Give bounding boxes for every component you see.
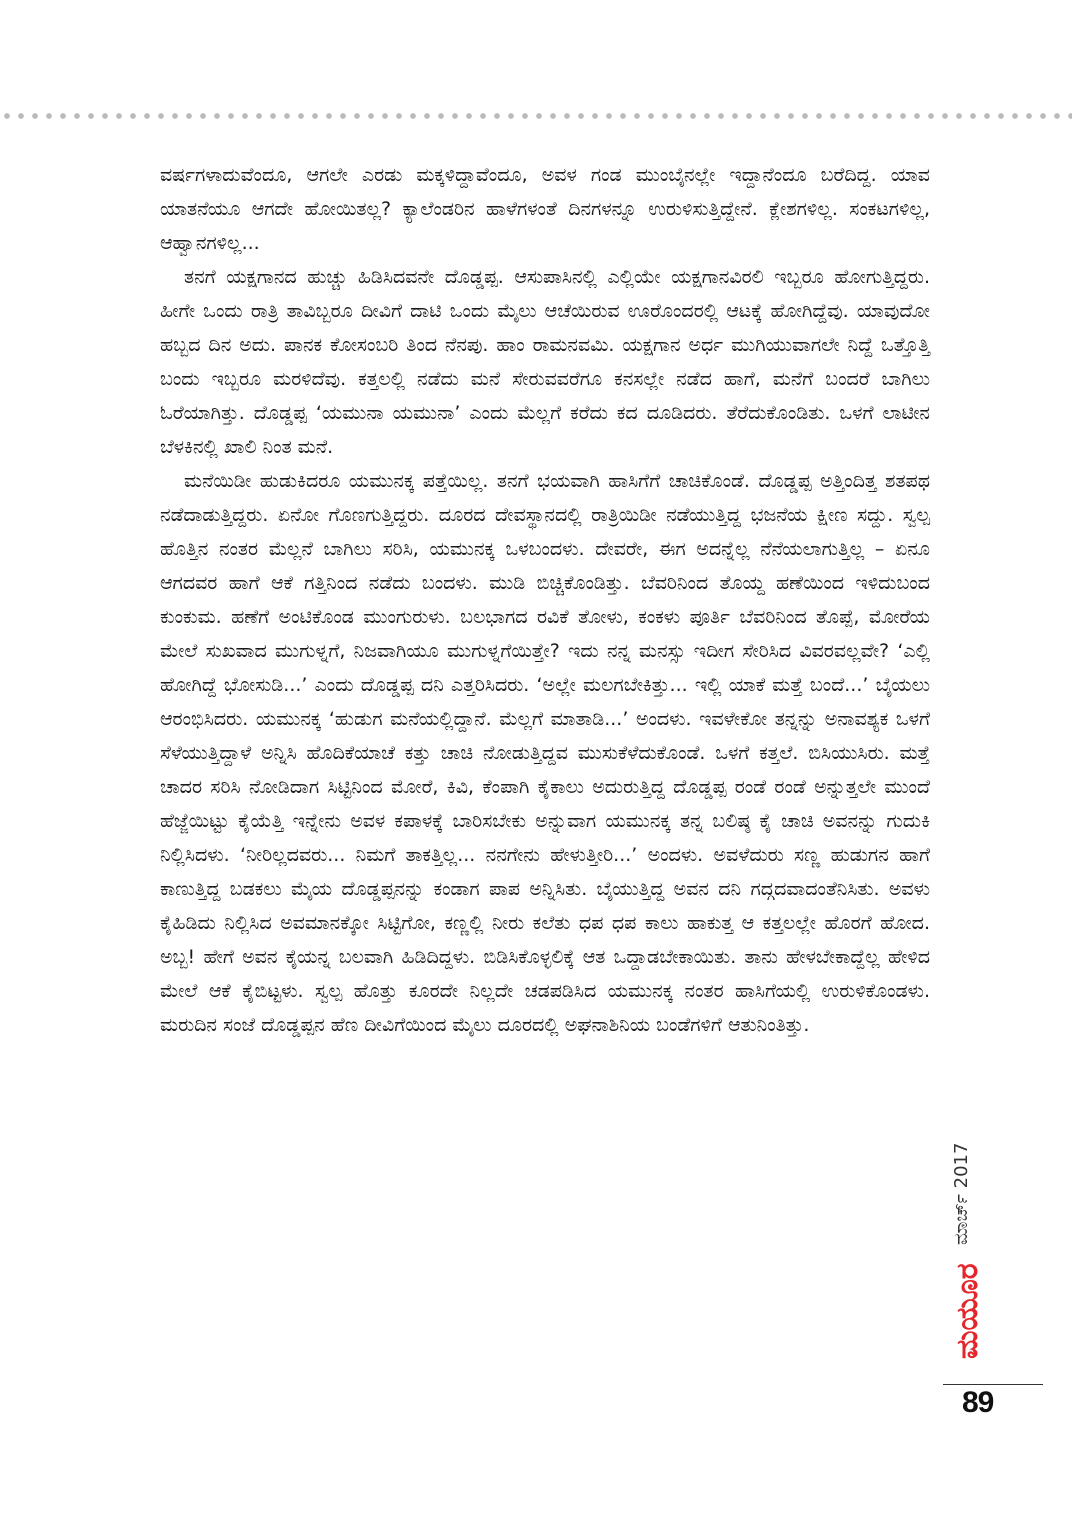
magazine-logo: ಮಯೂರ — [950, 1263, 985, 1359]
page-sidebar — [948, 1095, 988, 1375]
dotted-header-divider — [0, 112, 1072, 120]
page-number: 89 — [962, 1386, 994, 1419]
article-body — [160, 158, 930, 1042]
article-paragraph: ಮನೆಯಿಡೀ ಹುಡುಕಿದರೂ ಯಮುನಕ್ಕ ಪತ್ತೆಯಿಲ್ಲ. ತನಗೆ ಭಯವಾಗಿ ಹಾಸಿಗೆಗೆ ಚಾಚಿಕೊಂಡೆ. ದೊಡ್ಡಪ್ಪ ಅತ್ತಿಂದಿತ್ತ ಶತಪಥ ನಡೆದಾಡುತ್ತಿದ್ದರು. ಏನೋ ಗೊಣಗುತ್ತಿದ್ದರು. ದೂರದ ದೇವಸ್ಥಾನದಲ್ಲಿ ರಾತ್ರಿಯಿಡೀ ನಡೆಯುತ್ತಿದ್ದ ಭಜನೆಯ ಕ್ಷೀಣ ಸದ್ದು. ಸ್ವಲ್ಪ ಹೊತ್ತಿನ ನಂತರ ಮೆಲ್ಲನೆ ಬಾಗಿಲು ಸರಿಸಿ, ಯಮುನಕ್ಕ ಒಳಬಂದಳು. ದೇವರೇ, ಈಗ ಅದನ್ನೆಲ್ಲ ನೆನೆಯಲಾಗುತ್ತಿಲ್ಲ – ಏನೂ ಆಗದವರ ಹಾಗೆ ಆಕೆ ಗತ್ತಿನಿಂದ ನಡೆದು ಬಂದಳು. ಮುಡಿ ಬಿಚ್ಚಿಕೊಂಡಿತ್ತು. ಬೆವರಿನಿಂದ ತೊಯ್ದ ಹಣೆಯಿಂದ ಇಳಿದುಬಂದ ಕುಂಕುಮ. ಹಣೆಗೆ ಅಂಟಿಕೊಂಡ ಮುಂಗುರುಳು. ಬಲಭಾಗದ ರವಿಕೆ ತೋಳು, ಕಂಕಳು ಪೂರ್ತಿ ಬೆವರಿನಿಂದ ತೊಪ್ಪೆ, ಮೋರೆಯ ಮೇಲೆ ಸುಖವಾದ ಮುಗುಳ್ನಗೆ, ನಿಜವಾಗಿಯೂ ಮುಗುಳ್ನಗೆಯಿತ್ತೇ? ಇದು ನನ್ನ ಮನಸ್ಸು ಇದೀಗ ಸೇರಿಸಿದ ವಿವರವಲ್ಲವೇ? ‘ಎಲ್ಲಿ ಹೋಗಿದ್ದೆ ಭೋಸುಡಿ...’ ಎಂದು ದೊಡ್ಡಪ್ಪ ದನಿ ಎತ್ತರಿಸಿದರು. ‘ಅಲ್ಲೇ ಮಲಗಬೇಕಿತ್ತು... ಇಲ್ಲಿ ಯಾಕೆ ಮತ್ತೆ ಬಂದೆ...’ ಬೈಯಲು ಆರಂಭಿಸಿದರು. ಯಮುನಕ್ಕ ‘ಹುಡುಗ ಮನೆಯಲ್ಲಿದ್ದಾನೆ. ಮೆಲ್ಲಗೆ ಮಾತಾಡಿ...’ ಅಂದಳು. ಇವಳೇಕೋ ತನ್ನನ್ನು ಅನಾವಶ್ಯಕ ಒಳಗೆ ಸೆಳೆಯುತ್ತಿದ್ದಾಳೆ ಅನ್ನಿಸಿ ಹೊದಿಕೆಯಾಚೆ ಕತ್ತು ಚಾಚಿ ನೋಡುತ್ತಿದ್ದವ ಮುಸುಕೆಳೆದುಕೊಂಡೆ. ಒಳಗೆ ಕತ್ತಲೆ. ಬಿಸಿಯುಸಿರು. ಮತ್ತೆ ಚಾದರ ಸರಿಸಿ ನೋಡಿದಾಗ ಸಿಟ್ಟಿನಿಂದ ಮೋರೆ, ಕಿವಿ, ಕೆಂಪಾಗಿ ಕೈಕಾಲು ಅದುರುತ್ತಿದ್ದ ದೊಡ್ಡಪ್ಪ ರಂಡೆ ರಂಡೆ ಅನ್ನುತ್ತಲೇ ಮುಂದೆ ಹೆಜ್ಜೆಯಿಟ್ಟು ಕೈಯೆತ್ತಿ ಇನ್ನೇನು ಅವಳ ಕಪಾಳಕ್ಕೆ ಬಾರಿಸಬೇಕು ಅನ್ನುವಾಗ ಯಮುನಕ್ಕ ತನ್ನ ಬಲಿಷ್ಠ ಕೈ ಚಾಚಿ ಅವನನ್ನು ಗುದುಕಿ ನಿಲ್ಲಿಸಿದಳು. ‘ನೀರಿಲ್ಲದವರು... ನಿಮಗೆ ತಾಕತ್ತಿಲ್ಲ... ನನಗೇನು ಹೇಳುತ್ತೀರಿ...’ ಅಂದಳು. ಅವಳೆದುರು ಸಣ್ಣ ಹುಡುಗನ ಹಾಗೆ ಕಾಣುತ್ತಿದ್ದ ಬಡಕಲು ಮೈಯ ದೊಡ್ಡಪ್ಪನನ್ನು ಕಂಡಾಗ ಪಾಪ ಅನ್ನಿಸಿತು. ಬೈಯುತ್ತಿದ್ದ ಅವನ ದನಿ ಗದ್ಗದವಾದಂತೆನಿಸಿತು. ಅವಳು ಕೈಹಿಡಿದು ನಿಲ್ಲಿಸಿದ ಅವಮಾನಕ್ಕೋ ಸಿಟ್ಟಿಗೋ, ಕಣ್ಣಲ್ಲಿ ನೀರು ಕಲೆತು ಧಪ ಧಪ ಕಾಲು ಹಾಕುತ್ತ ಆ ಕತ್ತಲಲ್ಲೇ ಹೊರಗೆ ಹೋದ. ಅಬ್ಬ! ಹೇಗೆ ಅವನ ಕೈಯನ್ನ ಬಲವಾಗಿ ಹಿಡಿದಿದ್ದಳು. ಬಿಡಿಸಿಕೊಳ್ಳಲಿಕ್ಕೆ ಆತ ಒದ್ದಾಡಬೇಕಾಯಿತು. ತಾನು ಹೇಳಬೇಕಾದ್ದೆಲ್ಲ ಹೇಳಿದ ಮೇಲೆ ಆಕೆ ಕೈಬಿಟ್ಟಳು. ಸ್ವಲ್ಪ ಹೊತ್ತು ಕೂರದೇ ನಿಲ್ಲದೇ ಚಡಪಡಿಸಿದ ಯಮುನಕ್ಕ ನಂತರ ಹಾಸಿಗೆಯಲ್ಲಿ ಉರುಳಿಕೊಂಡಳು. ಮರುದಿನ ಸಂಜೆ ದೊಡ್ಡಪ್ಪನ ಹೆಣ ದೀವಿಗೆಯಿಂದ ಮೈಲು ದೂರದಲ್ಲಿ ಅಘನಾಶಿನಿಯ ಬಂಡೆಗಳಿಗೆ ಆತುನಿಂತಿತ್ತು. — [160, 470, 930, 1036]
issue-date: ಮಾರ್ಚ್ 2017 — [951, 1142, 972, 1245]
footer-rule — [943, 1384, 1043, 1385]
article-paragraph: ತನಗೆ ಯಕ್ಷಗಾನದ ಹುಚ್ಚು ಹಿಡಿಸಿದವನೇ ದೊಡ್ಡಪ್ಪ. ಆಸುಪಾಸಿನಲ್ಲಿ ಎಲ್ಲಿಯೇ ಯಕ್ಷಗಾನವಿರಲಿ ಇಬ್ಬರೂ ಹೋಗುತ್ತಿದ್ದರು. ಹೀಗೇ ಒಂದು ರಾತ್ರಿ ತಾವಿಬ್ಬರೂ ದೀವಿಗೆ ದಾಟಿ ಒಂದು ಮೈಲು ಆಚೆಯಿರುವ ಊರೊಂದರಲ್ಲಿ ಆಟಕ್ಕೆ ಹೋಗಿದ್ದೆವು. ಯಾವುದೋ ಹಬ್ಬದ ದಿನ ಅದು. ಪಾನಕ ಕೋಸಂಬರಿ ತಿಂದ ನೆನಪು. ಹಾಂ ರಾಮನವಮಿ. ಯಕ್ಷಗಾನ ಅರ್ಧ ಮುಗಿಯುವಾಗಲೇ ನಿದ್ದೆ ಒತ್ತೊತ್ತಿ ಬಂದು ಇಬ್ಬರೂ ಮರಳಿದೆವು. ಕತ್ತಲಲ್ಲಿ ನಡೆದು ಮನೆ ಸೇರುವವರೆಗೂ ಕನಸಲ್ಲೇ ನಡೆದ ಹಾಗೆ, ಮನೆಗೆ ಬಂದರೆ ಬಾಗಿಲು ಓರೆಯಾಗಿತ್ತು. ದೊಡ್ಡಪ್ಪ ‘ಯಮುನಾ ಯಮುನಾ’ ಎಂದು ಮೆಲ್ಲಗೆ ಕರೆದು ಕದ ದೂಡಿದರು. ತೆರೆದುಕೊಂಡಿತು. ಒಳಗೆ ಲಾಟೀನ ಬೆಳಕಿನಲ್ಲಿ ಖಾಲಿ ನಿಂತ ಮನೆ. — [160, 266, 930, 458]
article-paragraph: ವರ್ಷಗಳಾದುವೆಂದೂ, ಆಗಲೇ ಎರಡು ಮಕ್ಕಳಿದ್ದಾವೆಂದೂ, ಅವಳ ಗಂಡ ಮುಂಬೈನಲ್ಲೇ ಇದ್ದಾನೆಂದೂ ಬರೆದಿದ್ದ. ಯಾವ ಯಾತನೆಯೂ ಆಗದೇ ಹೋಯಿತಲ್ಲ? ಕ್ಯಾಲೆಂಡರಿನ ಹಾಳೆಗಳಂತೆ ದಿನಗಳನ್ನೂ ಉರುಳಿಸುತ್ತಿದ್ದೇನೆ. ಕ್ಲೇಶಗಳಿಲ್ಲ. ಸಂಕಟಗಳಿಲ್ಲ, ಆಹ್ವಾನಗಳಿಲ್ಲ... — [160, 164, 930, 254]
